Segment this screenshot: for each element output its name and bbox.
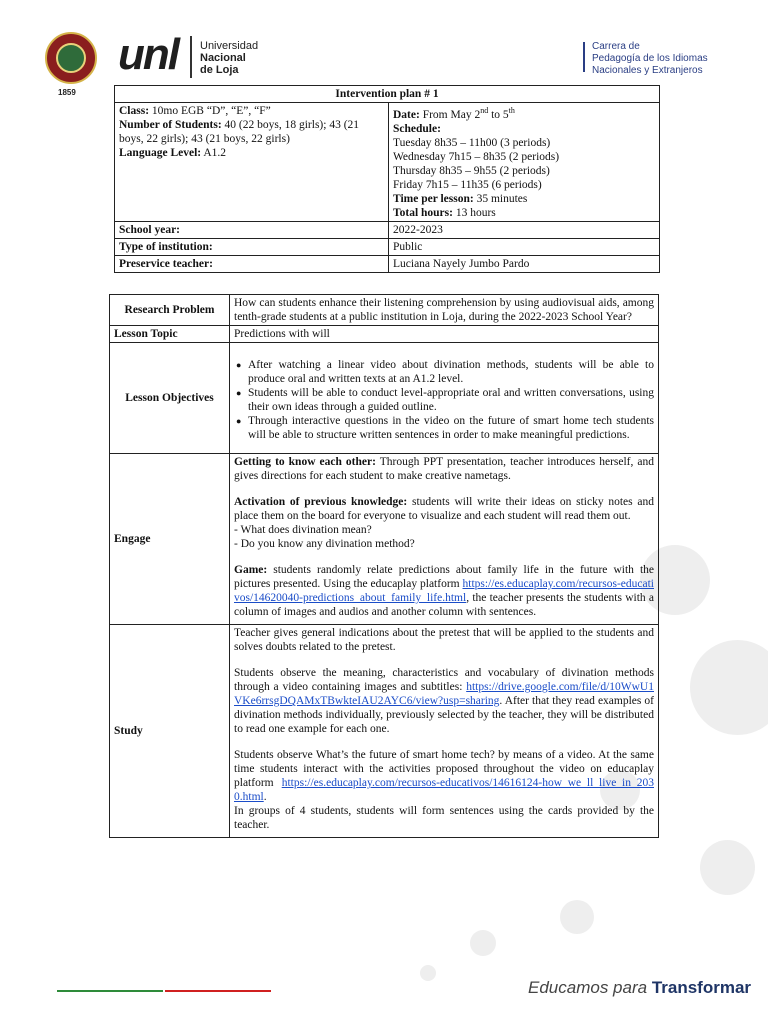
class-info-cell: Class: 10mo EGB “D”, “E”, “F” Number of Students: 40 (22 boys, 18 girls); 43 (21 boys, 22 girls); 43 (21 boys, 22 girls) Language Level: A1.2	[115, 103, 389, 222]
study-paragraph: Teacher gives general indications about the pretest that will be applied to the students and solves doubts related to the pretest.	[234, 627, 654, 653]
research-problem-label: Research Problem	[110, 295, 230, 326]
engage-label: Engage	[110, 454, 230, 625]
lesson-objectives-cell	[230, 343, 659, 454]
engage-cell	[230, 454, 659, 625]
school-year-value: 2022-2023	[389, 221, 660, 238]
schedule-item: Friday 7h15 – 11h35 (6 periods)	[393, 178, 542, 191]
schedule-item: Tuesday 8h35 – 11h00 (3 periods)	[393, 136, 551, 149]
school-year-label: School year:	[115, 221, 389, 238]
career-name: Carrera de Pedagogía de los Idiomas Nacionales y Extranjeros	[592, 41, 708, 76]
footer-red-line	[165, 990, 271, 992]
background-decoration	[470, 930, 496, 956]
engage-paragraph: Game: students randomly relate predictions about family life in the future with the pictures presented. Using the educaplay platform https://es.educaplay.com/recursos-educativos/14620040-predictions_about_family_life.html, the teacher presents the students with a column of images and audios and another column with sentences.	[234, 564, 654, 618]
intervention-plan-table	[114, 85, 660, 273]
unl-logo: unl	[118, 30, 178, 79]
footer-green-line	[57, 990, 163, 992]
background-decoration	[700, 840, 755, 895]
educaplay-2030-link[interactable]: https://es.educaplay.com/recursos-educativos/14616124-how_we_ll_live_in_2030.html	[234, 777, 654, 803]
engage-paragraph: Getting to know each other: Through PPT presentation, teacher introduces herself, and gives directions for each student to make creative nametags.	[234, 456, 654, 482]
logo-divider	[190, 36, 192, 78]
teacher-label: Preservice teacher:	[115, 255, 389, 272]
study-paragraph: In groups of 4 students, students will form sentences using the cards provided by the teacher.	[234, 805, 654, 831]
teacher-value: Luciana Nayely Jumbo Pardo	[389, 255, 660, 272]
seal-year: 1859	[58, 88, 76, 97]
study-cell	[230, 625, 659, 838]
background-decoration	[560, 900, 594, 934]
institution-value: Public	[389, 238, 660, 255]
university-seal-icon	[45, 32, 97, 84]
footer-slogan: Educamos para Transformar	[528, 978, 752, 997]
background-decoration	[420, 965, 436, 981]
objectives-list	[234, 358, 654, 442]
list-item: ● Through interactive questions in the video on the future of smart home tech students will be able to structure written sentences in order to make meaningful predictions.	[248, 414, 654, 442]
plan-title: Intervention plan # 1	[115, 86, 660, 103]
schedule-item: Wednesday 7h15 – 8h35 (2 periods)	[393, 150, 560, 163]
study-paragraph: Students observe the meaning, characteristics and vocabulary of divination methods through a video containing images and subtitles: https://drive.google.com/file/d/10WwU1VKe6rrsgDQAMxTBwkteIAU2AYC6/view?usp=sharing. After that they read examples of divination methods individually, previously selected by the teacher, they will be distributed to read one example for each one.	[234, 667, 654, 735]
research-problem-text: How can students enhance their listening comprehension by using audiovisual aids, among tenth-grade students at a public institution in Loja, during the 2022-2023 School Year?	[230, 295, 659, 326]
google-drive-video-link[interactable]: https://drive.google.com/file/d/10WwU1VKe6rrsgDQAMxTBwkteIAU2AYC6/view?usp=sharing	[234, 681, 654, 707]
institution-label: Type of institution:	[115, 238, 389, 255]
list-item: ● After watching a linear video about divination methods, students will be able to produce oral and written texts at an A1.2 level.	[248, 358, 654, 386]
study-paragraph: Students observe What’s the future of smart home tech? by means of a video. At the same time students interact with the activities proposed throughout the video on educaplay platform https://es.educaplay.com/recursos-educativos/14616124-how_we_ll_live_in_2030.html.	[234, 749, 654, 803]
background-decoration	[690, 640, 768, 735]
career-divider	[583, 42, 585, 72]
schedule-cell: Date: From May 2nd to 5th Schedule: Tuesday 8h35 – 11h00 (3 periods) Wednesday 7h15 – 8h35 (2 periods) Thursday 8h35 – 9h55 (2 periods) Friday 7h15 – 11h35 (6 periods) Time per lesson: 35 minutes Total hours: 13 hours	[389, 103, 660, 222]
lesson-topic-text: Predictions with will	[230, 326, 659, 343]
lesson-topic-label: Lesson Topic	[110, 326, 230, 343]
educaplay-family-link[interactable]: https://es.educaplay.com/recursos-educativos/14620040-predictions_about_family_life.html	[234, 578, 654, 604]
schedule-item: Thursday 8h35 – 9h55 (2 periods)	[393, 164, 550, 177]
engage-paragraph: Activation of previous knowledge: students will write their ideas on sticky notes and place them on the board for everyone to visualize and each student will read them out. - What does divination mean? - Do you know any divination method?	[234, 496, 655, 550]
university-name: Universidad Nacional de Loja	[200, 40, 259, 76]
list-item: ● Students will be able to conduct level-appropriate oral and written conversations, using their own ideas through a guided outline.	[248, 386, 654, 414]
lesson-table	[109, 294, 659, 838]
study-label: Study	[110, 625, 230, 838]
lesson-objectives-label: Lesson Objectives	[110, 343, 230, 454]
